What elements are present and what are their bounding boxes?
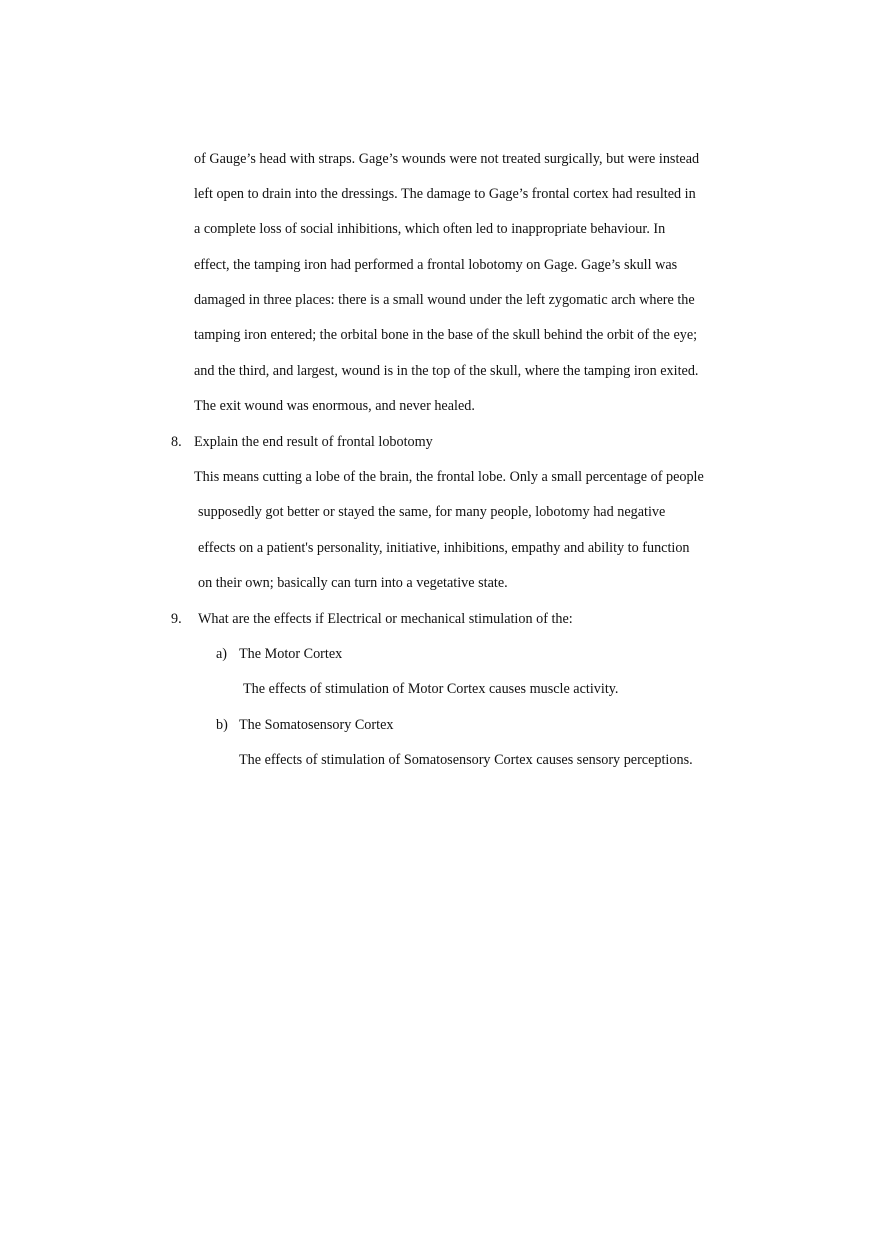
question-9-item-b-answer: The effects of stimulation of Somatosensory Cortex causes sensory perceptions. [239,752,693,768]
question-9-item-a-letter: a) [216,646,228,662]
question-9-number: 9. [171,611,182,627]
question-9-item-a-answer: The effects of stimulation of Motor Cortex causes muscle activity. [243,681,619,697]
question-8-number: 8. [171,434,182,450]
paragraph-line: The exit wound was enormous, and never healed. [194,398,475,414]
paragraph-line: and the third, and largest, wound is in the top of the skull, where the tamping iron exited. [194,363,699,379]
question-9-item-b-label: The Somatosensory Cortex [239,717,394,733]
paragraph-line: a complete loss of social inhibitions, which often led to inappropriate behaviour. In [194,221,666,237]
question-9-item-a-label: The Motor Cortex [239,646,343,662]
question-9-title: What are the effects if Electrical or mechanical stimulation of the: [198,611,573,627]
paragraph-line: left open to drain into the dressings. The damage to Gage’s frontal cortex had resulted in [194,186,696,202]
paragraph-line: effect, the tamping iron had performed a frontal lobotomy on Gage. Gage’s skull was [194,257,678,273]
paragraph-line: tamping iron entered; the orbital bone in the base of the skull behind the orbit of the eye; [194,327,698,343]
question-8-answer-line: This means cutting a lobe of the brain, the frontal lobe. Only a small percentage of people [194,469,704,485]
question-8-answer-line: supposedly got better or stayed the same, for many people, lobotomy had negative [198,504,666,520]
question-8-title: Explain the end result of frontal lobotomy [194,434,433,450]
question-8-answer-line: effects on a patient's personality, initiative, inhibitions, empathy and ability to function [198,540,690,556]
paragraph-line: of Gauge’s head with straps. Gage’s wounds were not treated surgically, but were instead [194,151,700,167]
question-8-answer-line: on their own; basically can turn into a vegetative state. [198,575,508,591]
paragraph-line: damaged in three places: there is a small wound under the left zygomatic arch where the [194,292,695,308]
question-9-item-b-letter: b) [216,717,228,733]
